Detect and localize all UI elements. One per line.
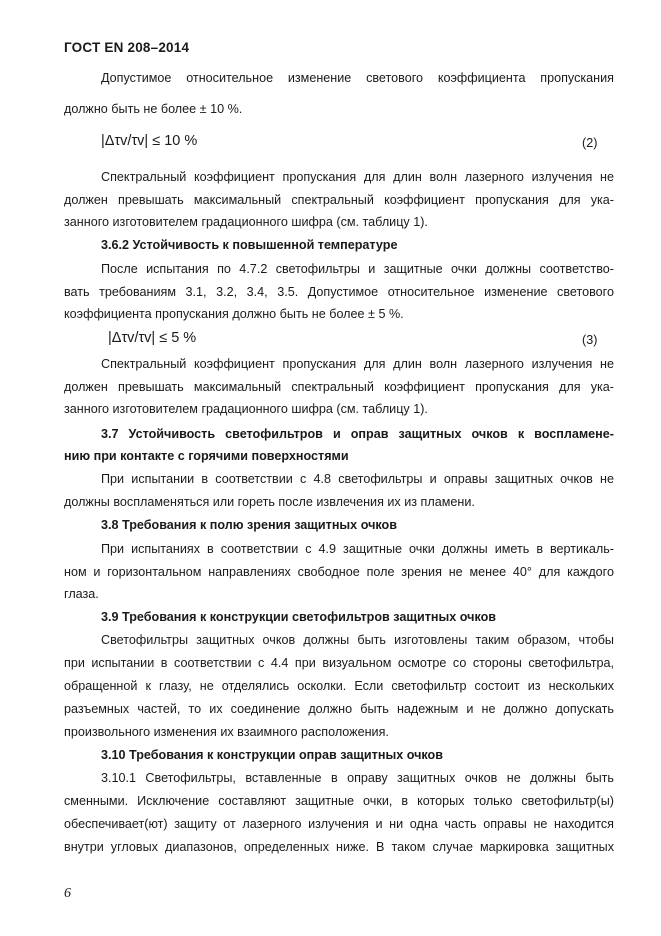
paragraph-line: при испытании в соответствии с 4.4 при визуальном осмотре со стороны светофильтра,	[64, 656, 614, 670]
paragraph-line: обращенной к глазу, не отделялись осколки. Если светофильтр состоит из нескольких	[64, 679, 614, 693]
paragraph-line: ном и горизонтальном направлениях свободное поле зрения не менее 40° для каждого	[64, 565, 614, 579]
paragraph-line: вать требованиям 3.1, 3.2, 3.4, 3.5. Допустимое относительное изменение светового	[64, 285, 614, 299]
paragraph-line: коэффициента пропускания должно быть не более ± 5 %.	[64, 307, 404, 321]
formula-2: |Δτv/τv| ≤ 10 %	[101, 133, 198, 149]
paragraph-line: Допустимое относительное изменение светового коэффициента пропускания	[101, 71, 614, 85]
paragraph-line: обеспечивает(ют) защиту от лазерного излучения и ни одна часть оправы не находится	[64, 817, 614, 831]
equation-number-2: (2)	[582, 136, 598, 150]
section-heading-3-9: 3.9 Требования к конструкции светофильтров защитных очков	[101, 610, 497, 624]
paragraph-line: разъемных частей, то их соединение должно быть надежным и не должно допускать	[64, 702, 614, 716]
section-heading-3-10: 3.10 Требования к конструкции оправ защитных очков	[101, 748, 443, 762]
paragraph-line: занного изготовителем градационного шифра (см. таблицу 1).	[64, 215, 428, 229]
section-heading-3-6-2: 3.6.2 Устойчивость к повышенной температуре	[101, 238, 398, 252]
paragraph-line: сменными. Исключение составляют защитные очки, в которых только светофильтр(ы)	[64, 794, 614, 808]
paragraph-line: должны воспламеняться или гореть после извлечения их из пламени.	[64, 495, 475, 509]
section-heading-3-7-cont: нию при контакте с горячими поверхностями	[64, 449, 349, 463]
document-header: ГОСТ EN 208–2014	[64, 40, 190, 55]
equation-number-3: (3)	[582, 333, 598, 347]
section-heading-3-8: 3.8 Требования к полю зрения защитных очков	[101, 518, 397, 532]
paragraph-line: После испытания по 4.7.2 светофильтры и защитные очки должны соответство-	[101, 262, 614, 276]
paragraph-line: занного изготовителем градационного шифра (см. таблицу 1).	[64, 402, 428, 416]
paragraph-line: При испытаниях в соответствии с 4.9 защитные очки должны иметь в вертикаль-	[101, 542, 614, 556]
paragraph-line: глаза.	[64, 587, 99, 601]
formula-3: |Δτv/τv| ≤ 5 %	[108, 330, 197, 346]
paragraph-line: Светофильтры защитных очков должны быть изготовлены таким образом, чтобы	[101, 633, 614, 647]
paragraph-line: должно быть не более ± 10 %.	[64, 102, 243, 116]
paragraph-line: При испытании в соответствии с 4.8 светофильтры и оправы защитных очков не	[101, 472, 614, 486]
paragraph-line: 3.10.1 Светофильтры, вставленные в оправу защитных очков не должны быть	[101, 771, 614, 785]
paragraph-line: должен превышать максимальный спектральный коэффициент пропускания для ука-	[64, 380, 614, 394]
paragraph-line: внутри угловых диапазонов, определенных ниже. В таком случае маркировка защитных	[64, 840, 614, 854]
section-heading-3-7: 3.7 Устойчивость светофильтров и оправ защитных очков к воспламене-	[101, 427, 614, 441]
paragraph-line: Спектральный коэффициент пропускания для длин волн лазерного излучения не	[101, 170, 614, 184]
page-number: 6	[64, 886, 71, 901]
paragraph-line: Спектральный коэффициент пропускания для длин волн лазерного излучения не	[101, 357, 614, 371]
paragraph-line: должен превышать максимальный спектральный коэффициент пропускания для ука-	[64, 193, 614, 207]
paragraph-line: произвольного изменения их взаимного расположения.	[64, 725, 389, 739]
